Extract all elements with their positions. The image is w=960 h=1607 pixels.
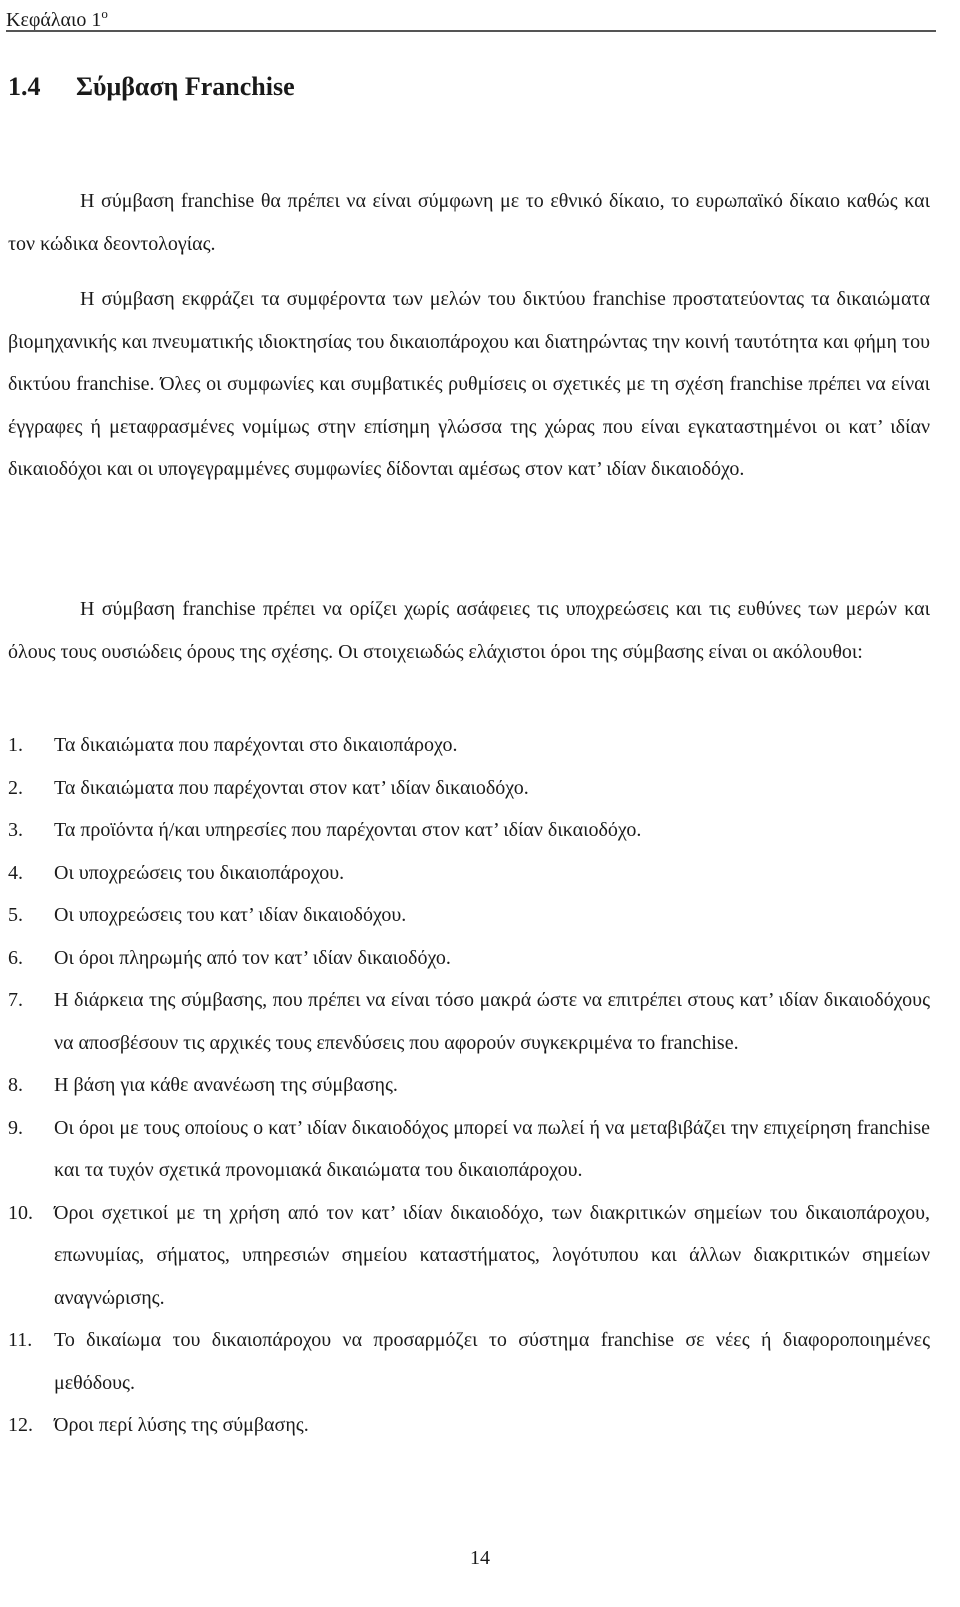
list-item-text: Οι υποχρεώσεις του κατ’ ιδίαν δικαιοδόχου. <box>54 904 407 926</box>
header-rule <box>6 30 936 32</box>
list-item-text: Όροι σχετικοί με τη χρήση από τον κατ’ ιδίαν δικαιοδόχο, των διακριτικών σημείων του δικαιοπάροχου, επωνυμίας, σήματος, υπηρεσιών σημείου καταστήματος, λογότυπου και άλλων διακριτικών σημείων αναγνώρισης. <box>54 1201 930 1309</box>
list-item <box>8 1192 930 1320</box>
list-item-text: Η διάρκεια της σύμβασης, που πρέπει να είναι τόσο μακρά ώστε να επιτρέπει στους κατ’ ιδίαν δικαιοδόχους να αποσβέσουν τις αρχικές τους επενδύσεις που αφορούν συγκεκριμένα το franchise. <box>54 989 930 1054</box>
chapter-label: Κεφάλαιο 1 <box>6 9 102 31</box>
paragraph-text: Η σύμβαση franchise θα πρέπει να είναι σύμφωνη με το εθνικό δίκαιο, το ευρωπαϊκό δίκαιο καθώς και τον κώδικα δεοντολογίας. <box>8 190 930 255</box>
list-item-text: Τα δικαιώματα που παρέχονται στο δικαιοπάροχο. <box>54 734 458 756</box>
list-item-number: 9. <box>8 1116 23 1139</box>
list-item-text: Οι όροι με τους οποίους ο κατ’ ιδίαν δικαιοδόχος μπορεί να πωλεί ή να μεταβιβάζει την επιχείρηση franchise και τα τυχόν σχετικά προνομιακά δικαιώματα του δικαιοπάροχου. <box>54 1116 930 1181</box>
list-item-text: Οι υποχρεώσεις του δικαιοπάροχου. <box>54 861 345 884</box>
list-item <box>8 1404 930 1447</box>
list-item-number: 7. <box>8 989 23 1011</box>
list-item-text: Η βάση για κάθε ανανέωση της σύμβασης. <box>54 1074 398 1096</box>
list-item-number: 12. <box>8 1414 33 1436</box>
paragraph-3 <box>8 588 930 673</box>
list-item <box>8 937 930 980</box>
chapter-superscript: ο <box>101 6 108 21</box>
running-header <box>6 2 108 32</box>
paragraph-text: Η σύμβαση εκφράζει τα συμφέροντα των μελών του δικτύου franchise προστατεύοντας τα δικαιώματα βιομηχανικής και πνευματικής ιδιοκτησίας του δικαιοπάροχου και διατηρώντας την κοινή ταυτότητα και φήμη του δικτύου franchise. Όλες οι συμφωνίες και συμβατικές ρυθμίσεις οι σχετικές με τη σχέση franchise πρέπει να είναι έγγραφες ή μεταφρασμένες νομίμως στην επίσημη γλώσσα της χώρας που είναι εγκαταστημένοι οι κατ’ ιδίαν δικαιοδόχοι και οι υπογεγραμμένες συμφωνίες δίδονται αμέσως στον κατ’ ιδίαν δικαιοδόχο. <box>8 288 930 480</box>
list-item <box>8 724 930 767</box>
contract-terms-list <box>8 724 930 1447</box>
list-item-text: Τα δικαιώματα που παρέχονται στον κατ’ ιδίαν δικαιοδόχο. <box>54 776 529 799</box>
list-item-text: Οι όροι πληρωμής από τον κατ’ ιδίαν δικαιοδόχο. <box>54 946 451 969</box>
list-item <box>8 894 930 937</box>
list-item-number: 2. <box>8 776 23 799</box>
page-number: 14 <box>470 1547 490 1569</box>
paragraph-text: Η σύμβαση franchise πρέπει να ορίζει χωρίς ασάφειες τις υποχρεώσεις και τις ευθύνες των μερών και όλους τους ουσιώδεις όρους της σχέσης. Οι στοιχειωδώς ελάχιστοι όροι της σύμβασης είναι οι ακόλουθοι: <box>8 598 930 663</box>
list-item <box>8 1107 930 1192</box>
list-item-number: 3. <box>8 819 23 841</box>
list-item <box>8 1064 930 1107</box>
paragraph-2 <box>8 278 930 491</box>
list-item-number: 10. <box>8 1201 33 1224</box>
list-item-number: 6. <box>8 946 23 969</box>
list-item <box>8 1319 930 1404</box>
list-item <box>8 767 930 810</box>
section-number: 1.4 <box>8 72 41 101</box>
list-item-text: Το δικαίωμα του δικαιοπάροχου να προσαρμόζει το σύστημα franchise σε νέες ή διαφοροποιημένες μεθόδους. <box>54 1329 930 1394</box>
list-item <box>8 809 930 852</box>
list-item-text: Τα προϊόντα ή/και υπηρεσίες που παρέχονται στον κατ’ ιδίαν δικαιοδόχο. <box>54 819 642 841</box>
list-item <box>8 979 930 1064</box>
list-item-number: 8. <box>8 1074 23 1096</box>
section-title-text: Σύμβαση Franchise <box>76 72 295 101</box>
section-title <box>8 68 295 106</box>
list-item-number: 1. <box>8 734 23 756</box>
paragraph-1 <box>8 180 930 265</box>
list-item-number: 11. <box>8 1329 33 1351</box>
list-item <box>8 852 930 895</box>
list-item-number: 4. <box>8 861 23 884</box>
list-item-number: 5. <box>8 904 23 926</box>
list-item-text: Όροι περί λύσης της σύμβασης. <box>54 1414 309 1436</box>
